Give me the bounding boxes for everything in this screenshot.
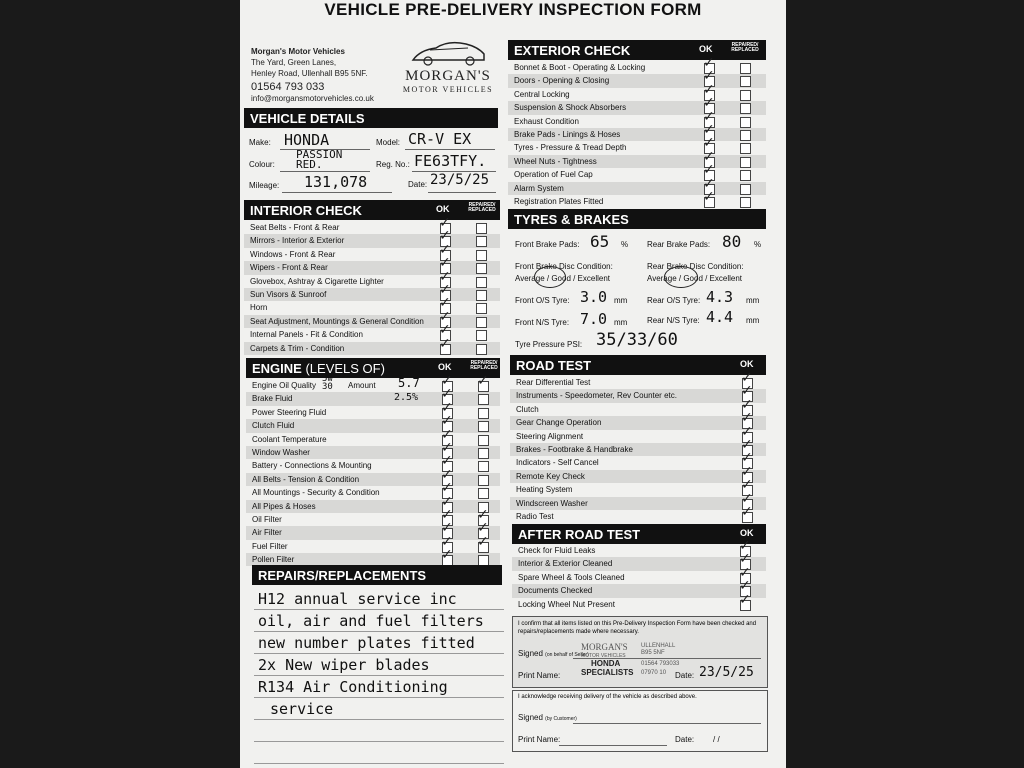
engine-row bbox=[246, 386, 500, 405]
car-silhouette-icon bbox=[408, 38, 488, 68]
company-logo bbox=[400, 38, 496, 100]
road-test-item-label: Radio Test bbox=[516, 511, 554, 521]
checkmark-icon: ✓ bbox=[439, 228, 451, 245]
repair-line bbox=[254, 676, 504, 698]
company-name: Morgan's Motor Vehicles bbox=[251, 47, 345, 56]
road-test-row bbox=[510, 383, 766, 402]
interior-row bbox=[244, 215, 500, 234]
after-road-test-item-label: Documents Checked bbox=[518, 586, 593, 596]
engine-replaced-checkbox[interactable] bbox=[478, 421, 489, 432]
after-road-test-item-label: Locking Wheel Nut Present bbox=[518, 599, 615, 609]
after-road-test-header bbox=[512, 524, 766, 544]
seller-date-value: 23/5/25 bbox=[699, 665, 754, 680]
checkmark-icon: ✓ bbox=[441, 466, 453, 483]
exterior-replaced-checkbox[interactable] bbox=[740, 117, 751, 128]
checkmark-icon: ✓ bbox=[703, 95, 715, 112]
checkmark-icon: ✓ bbox=[441, 493, 453, 510]
interior-item-label: Mirrors - Interior & Exterior bbox=[250, 236, 345, 246]
interior-replaced-checkbox[interactable] bbox=[476, 236, 487, 247]
engine-replaced-header: REPAIRED/ REPLACED bbox=[470, 360, 498, 371]
mileage-label: Mileage: bbox=[249, 181, 280, 190]
checkmark-icon: ✓ bbox=[439, 215, 451, 231]
colour-value: PASSION RED. bbox=[296, 148, 343, 171]
exterior-item-label: Tyres - Pressure & Tread Depth bbox=[514, 143, 627, 153]
engine-item-label: Coolant Temperature bbox=[252, 434, 327, 444]
checkmark-icon: ✓ bbox=[441, 453, 453, 470]
model-label: Model: bbox=[376, 138, 401, 147]
customer-acknowledgement-box bbox=[512, 690, 768, 752]
interior-item-label: Internal Panels - Fit & Condition bbox=[250, 330, 363, 340]
checkmark-icon: ✓ bbox=[703, 135, 715, 152]
road-test-item-label: Indicators - Self Cancel bbox=[516, 458, 599, 468]
checkmark-icon: ✓ bbox=[739, 564, 751, 581]
exterior-item-label: Operation of Fuel Cap bbox=[514, 170, 593, 180]
customer-print-line[interactable] bbox=[559, 745, 667, 746]
repair-line bbox=[254, 654, 504, 676]
exterior-item-label: Alarm System bbox=[514, 183, 564, 193]
road-test-list bbox=[510, 370, 766, 523]
checkmark-icon: ✓ bbox=[741, 396, 753, 413]
checkmark-icon: ✓ bbox=[439, 322, 451, 339]
checkmark-icon: ✓ bbox=[703, 108, 715, 125]
checkmark-icon: ✓ bbox=[439, 308, 451, 325]
exterior-replaced-checkbox[interactable] bbox=[740, 90, 751, 101]
engine-replaced-checkbox[interactable] bbox=[478, 475, 489, 486]
exterior-replaced-checkbox[interactable] bbox=[740, 130, 751, 141]
interior-replaced-checkbox[interactable] bbox=[476, 344, 487, 355]
engine-replaced-checkbox[interactable] bbox=[478, 488, 489, 499]
make-value: HONDA bbox=[284, 131, 330, 149]
engine-item-label: Fuel Filter bbox=[252, 541, 288, 551]
checkmark-icon: ✓ bbox=[441, 399, 453, 416]
vehicle-details-title: VEHICLE DETAILS bbox=[250, 111, 365, 126]
exterior-replaced-header: REPAIRED/ REPLACED bbox=[731, 42, 759, 53]
engine-item-label: All Belts - Tension & Condition bbox=[252, 474, 360, 484]
interior-item-label: Horn bbox=[250, 303, 268, 313]
engine-replaced-checkbox[interactable] bbox=[478, 408, 489, 419]
interior-item-label: Windows - Front & Rear bbox=[250, 249, 336, 259]
rear-ns-value: 4.4 bbox=[706, 308, 734, 326]
confirmation-text: I confirm that all items listed on this Pre-Delivery Inspection Form have been checked and repairs/replacements made where necessary. bbox=[518, 621, 757, 635]
exterior-replaced-checkbox[interactable] bbox=[740, 76, 751, 87]
engine-item-label: Oil Filter bbox=[252, 514, 282, 524]
front-disc-label: Front Brake Disc Condition: bbox=[515, 262, 613, 271]
colour-underline bbox=[280, 171, 370, 172]
interior-item-label: Glovebox, Ashtray & Cigarette Lighter bbox=[250, 276, 384, 286]
customer-signed-sub: (by Customer) bbox=[545, 716, 577, 722]
checkmark-icon: ✓ bbox=[477, 373, 489, 389]
rear-disc-selected-circle bbox=[664, 266, 698, 288]
engine-replaced-checkbox[interactable] bbox=[478, 435, 489, 446]
reg-value: FE63TFY. bbox=[414, 152, 487, 170]
exterior-item-label: Brake Pads - Linings & Hoses bbox=[514, 129, 621, 139]
interior-row bbox=[244, 322, 500, 341]
logo-line-1: MORGAN'S bbox=[405, 68, 491, 84]
road-test-item-label: Steering Alignment bbox=[516, 431, 584, 441]
road-test-item-label: Windscreen Washer bbox=[516, 498, 588, 508]
engine-row bbox=[246, 413, 500, 432]
road-test-row bbox=[510, 410, 766, 429]
checkmark-icon: ✓ bbox=[741, 503, 753, 520]
exterior-check-title: EXTERIOR CHECK bbox=[514, 43, 631, 58]
exterior-item-label: Exhaust Condition bbox=[514, 116, 579, 126]
exterior-row bbox=[508, 68, 766, 87]
road-test-ok-header: OK bbox=[740, 359, 754, 369]
seller-signed-word: Signed bbox=[518, 649, 543, 658]
exterior-replaced-checkbox[interactable] bbox=[740, 157, 751, 168]
front-os-label: Front O/S Tyre: bbox=[515, 296, 570, 305]
company-info bbox=[251, 46, 374, 104]
engine-item-label: All Pipes & Hoses bbox=[252, 501, 316, 511]
interior-replaced-header: REPAIRED/ REPLACED bbox=[468, 202, 496, 213]
exterior-row bbox=[508, 95, 766, 114]
after-road-test-row bbox=[512, 538, 766, 557]
checkmark-icon: ✓ bbox=[441, 373, 453, 389]
interior-replaced-checkbox[interactable] bbox=[476, 303, 487, 314]
front-os-value: 3.0 bbox=[580, 288, 608, 306]
exterior-replaced-checkbox[interactable] bbox=[740, 170, 751, 181]
repair-line-text: new number plates fitted bbox=[258, 634, 475, 652]
checkmark-icon: ✓ bbox=[741, 436, 753, 453]
repair-line-text: 2x New wiper blades bbox=[258, 656, 430, 674]
checkmark-icon: ✓ bbox=[477, 520, 489, 537]
company-phone: 01564 793 033 bbox=[251, 81, 325, 93]
date-value: 23/5/25 bbox=[430, 172, 490, 188]
road-test-row bbox=[510, 370, 766, 389]
rear-pads-pct: % bbox=[754, 240, 762, 249]
repair-line bbox=[254, 588, 504, 610]
brake-fluid-note: 2.5% bbox=[394, 392, 419, 403]
road-test-header bbox=[510, 355, 766, 375]
exterior-item-label: Doors - Opening & Closing bbox=[514, 76, 610, 86]
checkmark-icon: ✓ bbox=[703, 188, 715, 205]
oil-amount-value: 5.7 bbox=[398, 376, 420, 390]
road-test-item-label: Remote Key Check bbox=[516, 471, 585, 481]
road-test-row bbox=[510, 450, 766, 469]
customer-print-label: Print Name: bbox=[518, 735, 561, 744]
repairs-list bbox=[254, 588, 504, 764]
repair-line-text: oil, air and fuel filters bbox=[258, 612, 484, 630]
checkmark-icon: ✓ bbox=[439, 295, 451, 312]
engine-item-label: Air Filter bbox=[252, 528, 282, 538]
checkmark-icon: ✓ bbox=[439, 281, 451, 298]
interior-replaced-checkbox[interactable] bbox=[476, 223, 487, 234]
interior-ok-header: OK bbox=[436, 204, 450, 214]
company-address-1: The Yard, Green Lanes, bbox=[251, 58, 337, 67]
road-test-row bbox=[510, 477, 766, 496]
interior-row bbox=[244, 228, 500, 247]
front-pads-label: Front Brake Pads: bbox=[515, 240, 580, 249]
checkmark-icon: ✓ bbox=[703, 175, 715, 192]
interior-replaced-checkbox[interactable] bbox=[476, 277, 487, 288]
checkmark-icon: ✓ bbox=[739, 578, 751, 595]
front-pads-value: 65 bbox=[590, 232, 610, 251]
checkmark-icon: ✓ bbox=[477, 533, 489, 550]
stamp-phone-1: 01564 793033 bbox=[641, 661, 680, 667]
repair-line-blank[interactable] bbox=[254, 720, 504, 742]
checkmark-icon: ✓ bbox=[741, 423, 753, 440]
repair-line-text: R134 Air Conditioning bbox=[258, 678, 448, 696]
checkmark-icon: ✓ bbox=[741, 490, 753, 507]
seller-signed-label bbox=[518, 649, 589, 658]
tyres-brakes-title: TYRES & BRAKES bbox=[514, 212, 629, 227]
road-test-item-label: Instruments - Speedometer, Rev Counter etc. bbox=[516, 391, 677, 401]
interior-replaced-checkbox[interactable] bbox=[476, 250, 487, 261]
front-disc-selected-circle bbox=[534, 266, 566, 288]
oil-amount-label: Amount bbox=[348, 381, 376, 390]
interior-row bbox=[244, 295, 500, 314]
engine-item-label: Pollen Filter bbox=[252, 555, 295, 565]
tyres-brakes-header bbox=[508, 209, 766, 229]
stamp-line-3: HONDA bbox=[591, 659, 621, 668]
engine-check-list bbox=[246, 373, 500, 566]
exterior-replaced-checkbox[interactable] bbox=[740, 184, 751, 195]
exterior-item-label: Central Locking bbox=[514, 89, 570, 99]
date-underline bbox=[428, 192, 496, 193]
vehicle-details-header bbox=[244, 108, 498, 128]
make-label: Make: bbox=[249, 138, 271, 147]
exterior-item-label: Registration Plates Fitted bbox=[514, 196, 604, 206]
mileage-value: 131,078 bbox=[304, 173, 368, 191]
checkmark-icon: ✓ bbox=[439, 255, 451, 272]
customer-signature-line[interactable] bbox=[573, 723, 761, 724]
after-road-test-item-label: Interior & Exterior Cleaned bbox=[518, 559, 613, 569]
form-title: VEHICLE PRE-DELIVERY INSPECTION FORM bbox=[324, 0, 702, 19]
engine-title-suffix: (LEVELS OF) bbox=[305, 361, 385, 376]
company-address-2: Henley Road, Ullenhall B95 5NF. bbox=[251, 69, 368, 78]
checkmark-icon: ✓ bbox=[703, 162, 715, 179]
repair-line-blank[interactable] bbox=[254, 742, 504, 764]
engine-row bbox=[246, 480, 500, 499]
exterior-row bbox=[508, 162, 766, 181]
interior-item-label: Seat Adjustment, Mountings & General Condition bbox=[250, 316, 424, 326]
after-road-test-title: AFTER ROAD TEST bbox=[518, 527, 641, 542]
checkmark-icon: ✓ bbox=[439, 268, 451, 285]
checkmark-icon: ✓ bbox=[741, 370, 753, 386]
exterior-replaced-checkbox[interactable] bbox=[740, 103, 751, 114]
rear-os-mm: mm bbox=[746, 296, 760, 305]
checkmark-icon: ✓ bbox=[703, 148, 715, 165]
checkmark-icon: ✓ bbox=[439, 335, 451, 352]
road-test-item-label: Heating System bbox=[516, 485, 573, 495]
acknowledge-text: I acknowledge receiving delivery of the vehicle as described above. bbox=[518, 694, 697, 700]
engine-item-label: All Mountings - Security & Condition bbox=[252, 488, 380, 498]
interior-replaced-checkbox[interactable] bbox=[476, 317, 487, 328]
checkmark-icon: ✓ bbox=[703, 121, 715, 138]
after-road-test-row bbox=[512, 551, 766, 570]
interior-item-label: Wipers - Front & Rear bbox=[250, 263, 328, 273]
customer-signed-label bbox=[518, 713, 577, 722]
exterior-item-label: Suspension & Shock Absorbers bbox=[514, 103, 627, 113]
logo-line-2: MOTOR VEHICLES bbox=[402, 85, 494, 94]
road-test-item-label: Brakes - Footbrake & Handbrake bbox=[516, 444, 633, 454]
exterior-check-list bbox=[508, 55, 766, 208]
front-ns-mm: mm bbox=[614, 318, 628, 327]
road-test-item-label: Rear Differential Test bbox=[516, 378, 591, 387]
exterior-row bbox=[508, 55, 766, 74]
interior-replaced-checkbox[interactable] bbox=[476, 290, 487, 301]
interior-item-label: Sun Visors & Sunroof bbox=[250, 289, 327, 299]
interior-item-label: Seat Belts - Front & Rear bbox=[250, 223, 340, 232]
oil-quality-note: 5w 30 bbox=[322, 374, 333, 392]
checkmark-icon: ✓ bbox=[741, 383, 753, 400]
exterior-replaced-checkbox[interactable] bbox=[740, 63, 751, 74]
repair-line bbox=[254, 632, 504, 654]
engine-ok-header: OK bbox=[438, 362, 452, 372]
engine-row bbox=[246, 520, 500, 539]
engine-item-label: Window Washer bbox=[252, 447, 310, 457]
psi-label: Tyre Pressure PSI: bbox=[515, 340, 583, 349]
dealer-stamp bbox=[581, 641, 691, 681]
checkmark-icon: ✓ bbox=[441, 533, 453, 550]
engine-item-label: Clutch Fluid bbox=[252, 421, 295, 431]
checkmark-icon: ✓ bbox=[703, 68, 715, 85]
exterior-item-label: Wheel Nuts - Tightness bbox=[514, 156, 597, 166]
checkmark-icon: ✓ bbox=[741, 450, 753, 467]
reg-label: Reg. No.: bbox=[376, 160, 410, 169]
checkmark-icon: ✓ bbox=[739, 591, 751, 608]
interior-row bbox=[244, 255, 500, 274]
road-test-title: ROAD TEST bbox=[516, 358, 592, 373]
after-road-test-row bbox=[512, 578, 766, 597]
engine-row bbox=[246, 453, 500, 472]
seller-date-label: Date: bbox=[675, 671, 695, 680]
psi-value: 35/33/60 bbox=[596, 330, 678, 350]
rear-os-label: Rear O/S Tyre: bbox=[647, 296, 701, 305]
engine-replaced-checkbox[interactable] bbox=[478, 448, 489, 459]
seller-signed-sub: (on behalf of Seller) bbox=[545, 652, 589, 658]
checkmark-icon: ✓ bbox=[739, 551, 751, 568]
checkmark-icon: ✓ bbox=[703, 55, 715, 71]
stamp-line-4: SPECIALISTS bbox=[581, 668, 634, 677]
engine-replaced-checkbox[interactable] bbox=[478, 461, 489, 472]
rear-pads-value: 80 bbox=[722, 232, 742, 251]
front-os-mm: mm bbox=[614, 296, 628, 305]
front-pads-pct: % bbox=[621, 240, 629, 249]
interior-check-title: INTERIOR CHECK bbox=[250, 203, 362, 218]
stamp-phone-2: 07970 10 bbox=[641, 670, 667, 676]
checkmark-icon: ✓ bbox=[739, 538, 751, 554]
mileage-underline bbox=[282, 192, 392, 193]
checkmark-icon: ✓ bbox=[441, 480, 453, 497]
interior-check-header bbox=[244, 200, 500, 220]
repairs-header bbox=[252, 565, 502, 585]
engine-item-label: Battery - Connections & Mounting bbox=[252, 461, 372, 471]
front-ns-label: Front N/S Tyre: bbox=[515, 318, 570, 327]
after-road-test-ok-header: OK bbox=[740, 528, 754, 538]
date-label: Date: bbox=[408, 180, 428, 189]
exterior-replaced-checkbox[interactable] bbox=[740, 143, 751, 154]
customer-signed-word: Signed bbox=[518, 713, 543, 722]
after-road-test-item-label: Check for Fluid Leaks bbox=[518, 546, 596, 555]
checkmark-icon: ✓ bbox=[441, 426, 453, 443]
engine-header bbox=[246, 358, 500, 378]
engine-item-label: Engine Oil Quality bbox=[252, 381, 317, 390]
exterior-row bbox=[508, 135, 766, 154]
repairs-title: REPAIRS/REPLACEMENTS bbox=[258, 568, 427, 583]
exterior-ok-header: OK bbox=[699, 44, 713, 54]
after-road-test-item-label: Spare Wheel & Tools Cleaned bbox=[518, 572, 625, 582]
checkmark-icon: ✓ bbox=[439, 241, 451, 258]
repair-line bbox=[254, 610, 504, 632]
interior-replaced-checkbox[interactable] bbox=[476, 263, 487, 274]
checkmark-icon: ✓ bbox=[441, 547, 453, 564]
rear-disc-options: Average / Good / Excellent bbox=[647, 274, 743, 283]
seller-confirmation-box bbox=[512, 616, 768, 688]
engine-title: ENGINE bbox=[252, 361, 302, 376]
customer-date-slashes: / / bbox=[713, 735, 720, 744]
engine-title-wrap bbox=[252, 361, 385, 376]
repair-line-text: service bbox=[270, 700, 334, 718]
interior-item-label: Carpets & Trim - Condition bbox=[250, 343, 345, 353]
colour-label: Colour: bbox=[249, 160, 275, 169]
rear-ns-label: Rear N/S Tyre: bbox=[647, 316, 700, 325]
front-disc-options: Average / Good / Excellent bbox=[515, 274, 611, 283]
rear-ns-mm: mm bbox=[746, 316, 760, 325]
customer-date-label: Date: bbox=[675, 735, 695, 744]
repair-line bbox=[254, 698, 504, 720]
stamp-line-2: MOTOR VEHICLES bbox=[581, 653, 626, 659]
model-underline bbox=[405, 149, 495, 150]
stamp-address: ULLENHALL B95 5NF bbox=[641, 643, 676, 656]
checkmark-icon: ✓ bbox=[441, 386, 453, 403]
engine-item-label: Power Steering Fluid bbox=[252, 407, 327, 417]
stamp-line-1: MORGAN'S bbox=[581, 642, 628, 652]
company-email: info@morgansmotorvehicles.co.uk bbox=[251, 94, 374, 103]
rear-disc-label: Rear Brake Disc Condition: bbox=[647, 262, 744, 271]
checkmark-icon: ✓ bbox=[441, 520, 453, 537]
road-test-item-label: Gear Change Operation bbox=[516, 418, 602, 428]
after-road-test-list bbox=[512, 538, 766, 611]
road-test-item-label: Clutch bbox=[516, 404, 539, 414]
checkmark-icon: ✓ bbox=[741, 477, 753, 494]
checkmark-icon: ✓ bbox=[441, 506, 453, 523]
rear-os-value: 4.3 bbox=[706, 288, 734, 306]
exterior-replaced-checkbox[interactable] bbox=[740, 197, 751, 208]
engine-item-label: Brake Fluid bbox=[252, 394, 293, 404]
inspection-form bbox=[240, 0, 786, 768]
checkmark-icon: ✓ bbox=[441, 413, 453, 430]
interior-check-list bbox=[244, 215, 500, 355]
checkmark-icon: ✓ bbox=[441, 439, 453, 456]
checkmark-icon: ✓ bbox=[741, 463, 753, 480]
model-value: CR-V EX bbox=[408, 130, 472, 148]
checkmark-icon: ✓ bbox=[477, 506, 489, 523]
front-ns-value: 7.0 bbox=[580, 310, 608, 328]
checkmark-icon: ✓ bbox=[741, 410, 753, 427]
seller-print-label: Print Name: bbox=[518, 671, 561, 680]
interior-replaced-checkbox[interactable] bbox=[476, 330, 487, 341]
repair-line-text: H12 annual service inc bbox=[258, 590, 457, 608]
checkmark-icon: ✓ bbox=[703, 81, 715, 98]
engine-replaced-checkbox[interactable] bbox=[478, 394, 489, 405]
exterior-check-header bbox=[508, 40, 766, 60]
rear-pads-label: Rear Brake Pads: bbox=[647, 240, 711, 249]
exterior-item-label: Bonnet & Boot - Operating & Locking bbox=[514, 63, 646, 72]
